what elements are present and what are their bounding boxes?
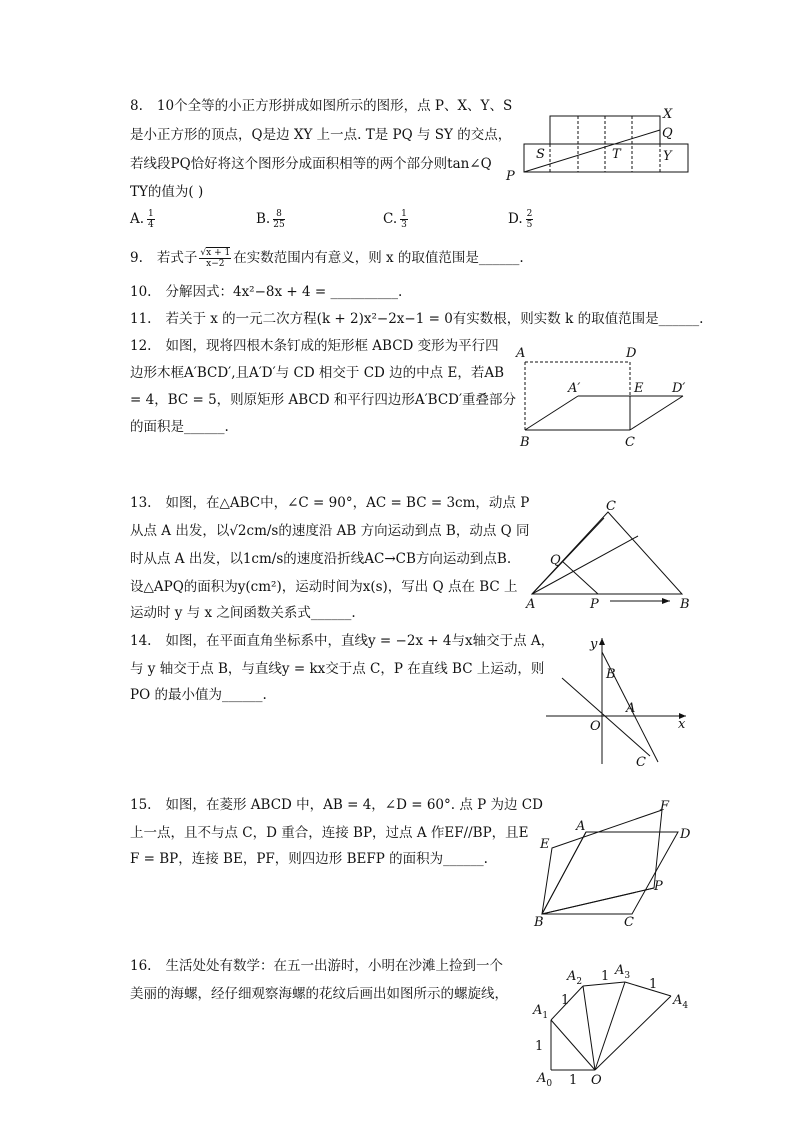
q16-length-a0o: 1: [569, 1073, 578, 1088]
q12-line4: 的面积是______.: [130, 419, 229, 435]
q12-line3: = 4，BC = 5，则原矩形 ABCD 和平行四边形A′BCD′重叠部分: [130, 392, 517, 408]
q15-label-f: F: [660, 799, 670, 814]
q8-line2: 是小正方形的顶点，Q是边 XY 上一点. T是 PQ 与 SY 的交点，: [130, 127, 512, 143]
q9-fraction: $\frac{√x + 1}{x-2}$: [200, 248, 231, 269]
q13-line-qp: [562, 561, 598, 594]
q15-label-c: C: [624, 915, 634, 930]
q14-label-b: B: [606, 667, 616, 682]
q16-ray-oa1: [551, 1020, 595, 1070]
q16-ray-oa4: [595, 996, 671, 1070]
question-9: 9. 若式子 $\frac{√x + 1}{x-2}$ 在实数范围内有意义，则 x 的取值范围是______.: [130, 248, 524, 269]
q13-line3: 时从点 A 出发，以1cm/s的速度沿折线AC→CB方向运动到点B.: [130, 551, 512, 567]
q13-line5: 运动时 y 与 x 之间函数关系式______.: [130, 605, 356, 621]
q8-line3: 若线段PQ恰好将这个图形分成面积相等的两个部分则tan∠Q: [130, 156, 492, 172]
q13-label-q: Q: [550, 553, 561, 568]
q15-label-e: E: [540, 837, 550, 852]
q16-seg-a3a4: [625, 982, 671, 996]
q8-top-row: [550, 116, 660, 144]
q12-line-ba1: [525, 396, 578, 430]
q15-line3: F = BP，连接 BE，PF，则四边形 BEFP 的面积为______.: [130, 851, 488, 867]
q16-ray-oa2: [583, 986, 595, 1070]
q15-label-p: P: [654, 879, 663, 894]
q13-label-b: B: [680, 597, 690, 612]
q8-line1: 8. 10个全等的小正方形拼成如图所示的图形，点 P、X、Y、S: [130, 98, 513, 114]
q13-label-a: A: [526, 597, 536, 612]
q14-label-x: x: [678, 717, 686, 732]
q12-label-a1: A′: [568, 381, 581, 396]
q16-line2: 美丽的海螺，经仔细观察海螺的花纹后画出如图所示的螺旋线，: [130, 986, 508, 1002]
q16-label-a3: $A_3$: [615, 963, 631, 981]
q8-label-x: X: [663, 107, 673, 122]
q16-label-a0: $A_0$: [537, 1071, 553, 1089]
q13-label-p: P: [590, 597, 599, 612]
q12-figure: [510, 342, 695, 452]
q16-label-a4: $A_4$: [673, 993, 689, 1011]
q14-label-a: A: [626, 701, 636, 716]
q16-length-a3a4: 1: [649, 977, 658, 992]
q13-figure: [520, 498, 700, 616]
q16-ray-oa3: [595, 982, 625, 1070]
q14-label-o: O: [590, 719, 601, 734]
q15-line2: 上一点，且不与点 C，D 重合，连接 BP，过点 A 作EF//BP，且E: [130, 825, 529, 841]
q8-label-q: Q: [662, 126, 673, 141]
q12-line1: 12. 如图，现将四根木条钉成的矩形框 ABCD 变形为平行四: [130, 338, 499, 354]
q15-label-d: D: [680, 827, 691, 842]
q12-label-d: D: [626, 346, 637, 361]
q14-label-c: C: [636, 755, 646, 770]
q13-line-aq: [532, 536, 638, 594]
q13-line4: 设△APQ的面积为y(cm²)，运动时间为x(s)，写出 Q 点在 BC 上: [130, 579, 518, 595]
q8-label-s: S: [536, 147, 545, 162]
q8-option-a[interactable]: A. $\frac{1}{4}$: [130, 209, 154, 230]
q14-line-kx: [562, 678, 650, 756]
question-11: 11. 若关于 x 的一元二次方程(k + 2)x²−2x−1 = 0有实数根，则实数 k 的取值范围是______.: [130, 311, 704, 327]
q16-line1: 16. 生活处处有数学：在五一出游时，小明在沙滩上捡到一个: [130, 958, 503, 974]
q16-label-a1: $A_1$: [533, 1003, 549, 1021]
q8-option-b[interactable]: B. $\frac{8}{25}$: [256, 209, 285, 230]
q13-label-c: C: [606, 499, 616, 514]
q8-label-y: Y: [663, 149, 672, 164]
q13-line-ac-inner: [532, 518, 604, 594]
q15-line-bp: [542, 888, 654, 914]
q16-length-a0a1: 1: [535, 1039, 544, 1054]
q16-figure: [525, 958, 700, 1093]
q8-label-t: T: [612, 147, 621, 162]
q16-label-a2: $A_2$: [567, 969, 583, 987]
q14-figure: [540, 632, 695, 768]
q12-label-e: E: [634, 381, 644, 396]
q8-label-p: P: [506, 169, 515, 184]
q13-line2: 从点 A 出发，以√2cm/s的速度沿 AB 方向运动到点 B，动点 Q 同: [130, 523, 530, 539]
q15-figure: [530, 798, 700, 930]
q14-line1: 14. 如图，在平面直角坐标系中，直线y = −2x + 4与x轴交于点 A，: [130, 633, 555, 649]
q15-line1: 15. 如图，在菱形 ABCD 中，AB = 4，∠D = 60°. 点 P 为边 CD: [130, 797, 543, 813]
q12-line2: 边形木框A′BCD′,且A′D′与 CD 相交于 CD 边的中点 E，若AB: [130, 365, 504, 381]
question-10: 10. 分解因式：4x²−8x + 4 = __________.: [130, 284, 403, 300]
q12-label-d1: D′: [672, 381, 686, 396]
q13-line1: 13. 如图，在△ABC中，∠C = 90°，AC = BC = 3cm，动点 P: [130, 495, 530, 511]
q8-option-d[interactable]: D. $\frac{2}{5}$: [508, 209, 533, 230]
q12-label-b: B: [520, 435, 530, 450]
q16-length-a1a2: 1: [561, 993, 570, 1008]
q14-label-y: y: [590, 637, 598, 652]
q15-label-b: B: [534, 915, 544, 930]
q12-line-cd1: [630, 396, 683, 430]
q12-label-c: C: [625, 435, 635, 450]
q8-line4: TY的值为( ): [130, 184, 204, 200]
q12-label-a: A: [516, 346, 526, 361]
q15-quad-befp: [542, 810, 662, 914]
q8-figure: [500, 100, 700, 185]
q14-line2: 与 y 轴交于点 B，与直线y = kx交于点 C，P 在直线 BC 上运动，则: [130, 661, 545, 677]
q15-label-a: A: [576, 819, 586, 834]
q14-line3: PO 的最小值为______.: [130, 687, 267, 703]
q16-length-a2a3: 1: [601, 969, 610, 984]
q16-label-o: O: [591, 1073, 602, 1088]
q8-option-c[interactable]: C. $\frac{1}{3}$: [383, 209, 407, 230]
